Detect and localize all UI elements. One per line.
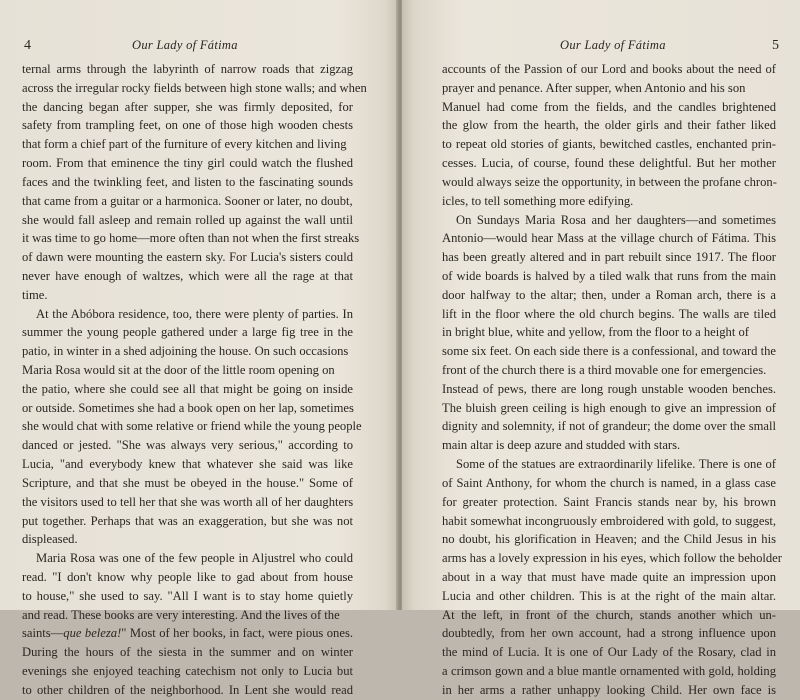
- text-line: doubtedly, from her own account, had a strong influence upon: [442, 626, 776, 641]
- text-line: has been greatly altered and in part rebuilt since 1917. The floor: [442, 250, 776, 265]
- text-line: and read. These books are very interesting. And the lives of the: [22, 607, 340, 622]
- text-line: danced or jested. "She was always very serious," according to: [22, 438, 353, 453]
- text-line: the mind of Lucia. It is one of Our Lady of the Rosary, clad in: [442, 645, 776, 660]
- text-line: no doubt, his glorification in Heaven; and the Child Jesus in his: [442, 532, 776, 547]
- page-number: 5: [772, 38, 779, 53]
- text-line: During the hours of the siesta in the summer and on winter: [22, 645, 353, 660]
- text-line: put together. Perhaps that was an exaggeration, but she was not: [22, 513, 353, 528]
- text-line: room. From that eminence the tiny girl could watch the flushed: [22, 156, 353, 171]
- text-line: read. "I don't know why people like to gad about from house: [22, 569, 353, 584]
- text-line: ternal arms through the labyrinth of narrow roads that zigzag: [22, 62, 353, 76]
- text-line: in bright blue, white and yellow, from the floor to a height of: [442, 325, 749, 340]
- text-line: of Saint Anthony, for whom the church is named, in a glass case: [442, 475, 776, 490]
- text-line: that form a chief part of the furniture of every kitchen and living: [22, 137, 347, 152]
- text-line: Lucia, "and everybody knew that whatever she said was like: [22, 457, 353, 472]
- text-line: safety from trampling feet, on one of those high wooden chests: [22, 118, 353, 133]
- page-number: 4: [24, 38, 31, 53]
- running-head: Our Lady of Fátima: [132, 38, 238, 52]
- text-line: dignity and solemnity, if not of grandeur; the dome over the small: [442, 419, 776, 434]
- text-line: she would chat with some relative or friend while the young people: [22, 419, 362, 434]
- text-line: patio, in winter in a shed adjoining the house. On such occasions: [22, 344, 349, 359]
- text-line: some six feet. On each side there is a confessional, and toward the: [442, 344, 776, 359]
- text-line: habit somewhat incongruously embroidered with gold, to suggest,: [442, 513, 776, 528]
- text-line: never have enough of waltzes, which were all the rage at that: [22, 268, 353, 283]
- text-line: that came from a guitar or a harmonica. Sooner or later, no doubt,: [22, 193, 353, 208]
- text-line: door halfway to the altar; then, under a Roman arch, there is a: [442, 287, 776, 302]
- text-line: for greater protection. Saint Francis stands near by, his brown: [442, 494, 776, 509]
- text-line: main altar is deep azure and studded with stars.: [442, 438, 681, 453]
- text-line: lift in the floor where the old church begins. The walls are tiled: [442, 306, 776, 321]
- text-line: The bluish green ceiling is high enough to give an impression of: [442, 400, 776, 415]
- text-line: to house," she used to say. "All I want is to stay home quietly: [22, 588, 353, 603]
- text-line: across the irregular rocky fields between high stone walls; and when: [22, 80, 367, 95]
- text-line: the visitors used to tell her that she was worth all of her daughters: [22, 494, 354, 509]
- right-page: [402, 0, 800, 697]
- text-line: Scripture, and that she must be obeyed in the house." Some of: [22, 475, 353, 490]
- running-head: Our Lady of Fátima: [560, 38, 666, 52]
- left-page: [0, 0, 398, 697]
- text-line: of wide boards is halved by a tiled walk that runs from the main: [442, 268, 776, 283]
- text-line: evenings she enjoyed teaching catechism not only to Lucia but: [22, 664, 353, 678]
- text-line: a crimson gown and a blue mantle ornamented with gold, holding: [442, 664, 776, 678]
- text-line: displeased.: [22, 532, 78, 547]
- text-line: the glow from the hearth, the older girls and their father liked: [442, 118, 776, 133]
- text-line: to other children of the neighborhood. In Lent she would read: [22, 682, 353, 697]
- text-line: cesses. Lucia, of course, found these delightful. But her mother: [442, 156, 776, 171]
- text-line: would always seize the opportunity, in between the profane chron-: [442, 174, 777, 189]
- text-line: or outside. Sometimes she had a book open on her lap, sometimes: [22, 400, 354, 415]
- text-line: At the Abóbora residence, too, there were plenty of parties. In: [36, 306, 353, 321]
- page-body: [442, 60, 782, 700]
- text-line: Maria Rosa was one of the few people in Aljustrel who could: [36, 551, 353, 566]
- text-line: summer the young people gathered under a large fig tree in the: [22, 325, 353, 340]
- text-line: Antonio—would hear Mass at the village church of Fátima. This: [442, 231, 776, 246]
- text-line: Maria Rosa would sit at the door of the little room opening on: [22, 363, 335, 377]
- text-line: On Sundays Maria Rosa and her daughters—and sometimes: [456, 212, 776, 227]
- text-line: faces and the twinkling feet, and listen to the fascinating sounds: [22, 174, 353, 189]
- text-line: the dancing began after supper, she was firmly deposited, for: [22, 99, 353, 114]
- text-line: she would fall asleep and remain rolled up against the wall until: [22, 212, 353, 227]
- text-line: saints—que beleza!" Most of her books, in fact, were pious ones.: [22, 626, 353, 641]
- text-line: arms has a lovely expression in his eyes, which follow the beholder: [442, 551, 782, 566]
- text-line: it was time to go home—more often than not when the first streaks: [22, 231, 360, 246]
- text-line: Lucia and other children. This is at the right of the main altar.: [442, 588, 776, 603]
- text-line: about in a way that must have made quite an impression upon: [442, 569, 776, 584]
- text-line: time.: [22, 287, 48, 302]
- text-line: prayer and penance. After supper, when Antonio and his son: [442, 80, 746, 95]
- text-line: At the left, in front of the church, stands another which un-: [442, 607, 776, 622]
- text-line: accounts of the Passion of our Lord and books about the need of: [442, 62, 776, 76]
- text-line: Some of the statues are extraordinarily lifelike. There is one of: [456, 457, 776, 472]
- page-body: [22, 60, 367, 700]
- text-line: of dawn were mounting the eastern sky. For Lucia's sisters could: [22, 250, 353, 265]
- text-line: in her arms a rather unhappy looking Child. Her own face is: [442, 682, 776, 697]
- text-line: to repeat old stories of giants, bewitched castles, enchanted prin-: [442, 137, 776, 152]
- text-line: Manuel had come from the fields, and the candles brightened: [442, 99, 776, 114]
- text-line: front of the church there is a third movable one for emergencies.: [442, 363, 767, 377]
- text-line: the patio, where she could see all that might be going on inside: [22, 381, 353, 396]
- text-line: Instead of pews, there are long rough unstable wooden benches.: [442, 381, 776, 396]
- text-line: icles, to tell something more edifying.: [442, 193, 634, 208]
